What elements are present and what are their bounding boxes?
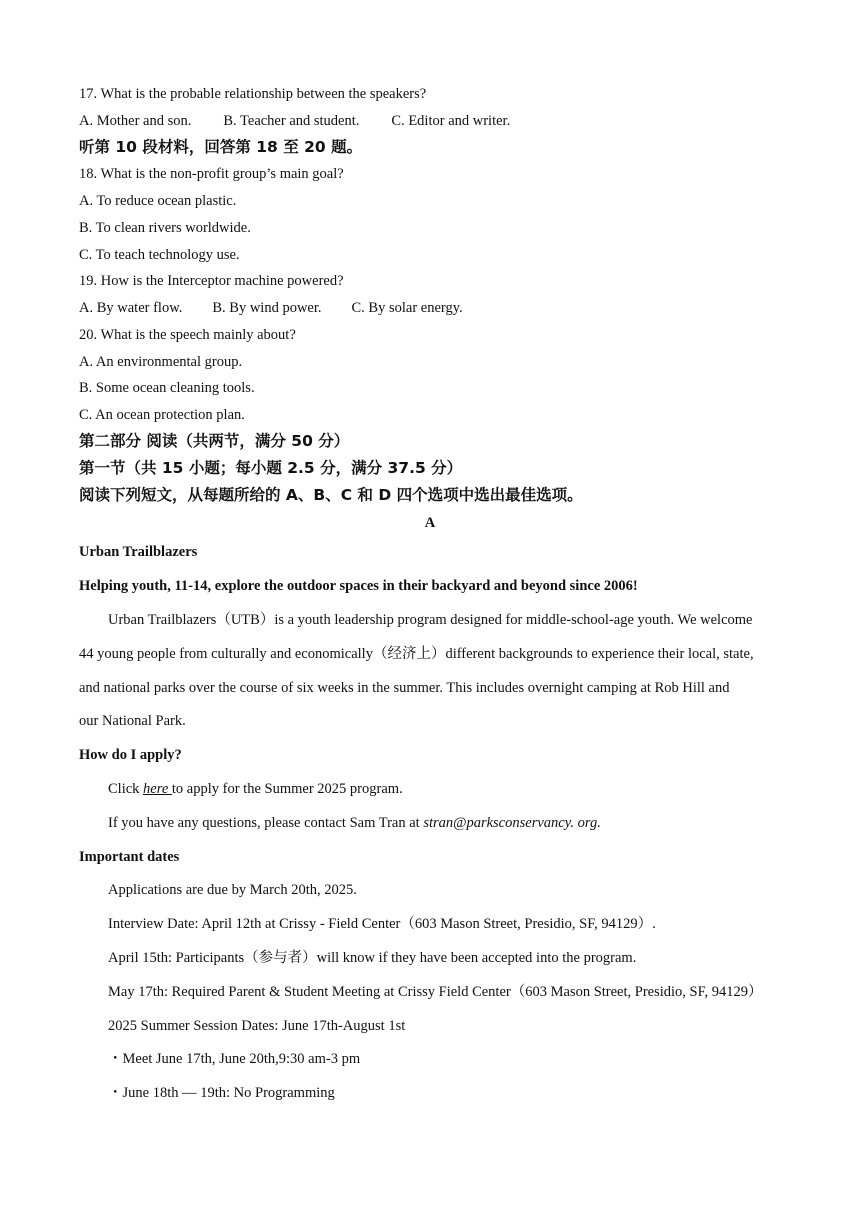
option-b: B. Teacher and student. [223,113,360,129]
apply-line [108,780,403,798]
paragraph-line-4: our National Park. [79,713,186,729]
question-18-option-c: C. To teach technology use. [79,247,240,263]
question-18: 18. What is the non-profit group’s main goal? [79,166,344,182]
date-item: Applications are due by March 20th, 2025. [108,882,357,898]
section1-heading: 第一节（共 15 小题；每小题 2.5 分，满分 37.5 分） [79,459,463,477]
date-item: April 15th: Participants（参与者）will know if they have been accepted into the program. [108,950,637,966]
option-c: C. Editor and writer. [391,113,511,129]
date-item: 2025 Summer Session Dates: June 17th-August 1st [108,1018,406,1034]
part2-heading: 第二部分 阅读（共两节，满分 50 分） [79,432,350,450]
dates-heading: Important dates [79,849,180,865]
contact-email: stran@parksconservancy. org. [423,815,601,831]
section-10-heading: 听第 10 段材料，回答第 18 至 20 题。 [79,138,363,156]
apply-rest-text: to apply for the Summer 2025 program. [171,781,403,797]
reading-instruction: 阅读下列短文，从每题所给的 A、B、C 和 D 四个选项中选出最佳选项。 [79,486,583,504]
option-a: A. Mother and son. [79,113,192,129]
bullet-item: ・June 18th — 19th: No Programming [108,1085,335,1101]
paragraph-line-2: 44 young people from culturally and economically（经济上）different backgrounds to experience their local, state, [79,646,754,662]
apply-here-link[interactable]: here [143,781,172,797]
question-20-option-c: C. An ocean protection plan. [79,407,245,423]
passage-subtitle: Helping youth, 11-14, explore the outdoor spaces in their backyard and beyond since 2006! [79,578,638,594]
question-17-options [79,112,510,130]
question-17: 17. What is the probable relationship between the speakers? [79,86,427,102]
contact-text: If you have any questions, please contact Sam Tran at [108,815,424,831]
date-item: Interview Date: April 12th at Crissy - Field Center（603 Mason Street, Presidio, SF, 94129）. [108,916,656,932]
option-b: B. By wind power. [212,300,322,316]
option-a: A. By water flow. [79,300,183,316]
question-20-option-a: A. An environmental group. [79,354,243,370]
question-20: 20. What is the speech mainly about? [79,327,296,343]
passage-letter: A [424,515,436,531]
question-20-option-b: B. Some ocean cleaning tools. [79,380,255,396]
paragraph-line-3: and national parks over the course of six weeks in the summer. This includes overnight camping at Rob Hill and [79,680,730,696]
question-18-option-b: B. To clean rivers worldwide. [79,220,251,236]
passage-title: Urban Trailblazers [79,544,198,560]
contact-line [108,814,601,832]
question-18-option-a: A. To reduce ocean plastic. [79,193,237,209]
paragraph-line-1: Urban Trailblazers（UTB）is a youth leadership program designed for middle-school-age youth. We welcome [108,612,753,628]
apply-click-text: Click [108,781,144,797]
date-item: May 17th: Required Parent & Student Meeting at Crissy Field Center（603 Mason Street, Presidio, SF, 94129） [108,984,763,1000]
option-c: C. By solar energy. [351,300,463,316]
bullet-item: ・Meet June 17th, June 20th,9:30 am-3 pm [108,1051,361,1067]
apply-heading: How do I apply? [79,747,182,763]
question-19-options [79,299,463,317]
question-19: 19. How is the Interceptor machine powered? [79,273,344,289]
